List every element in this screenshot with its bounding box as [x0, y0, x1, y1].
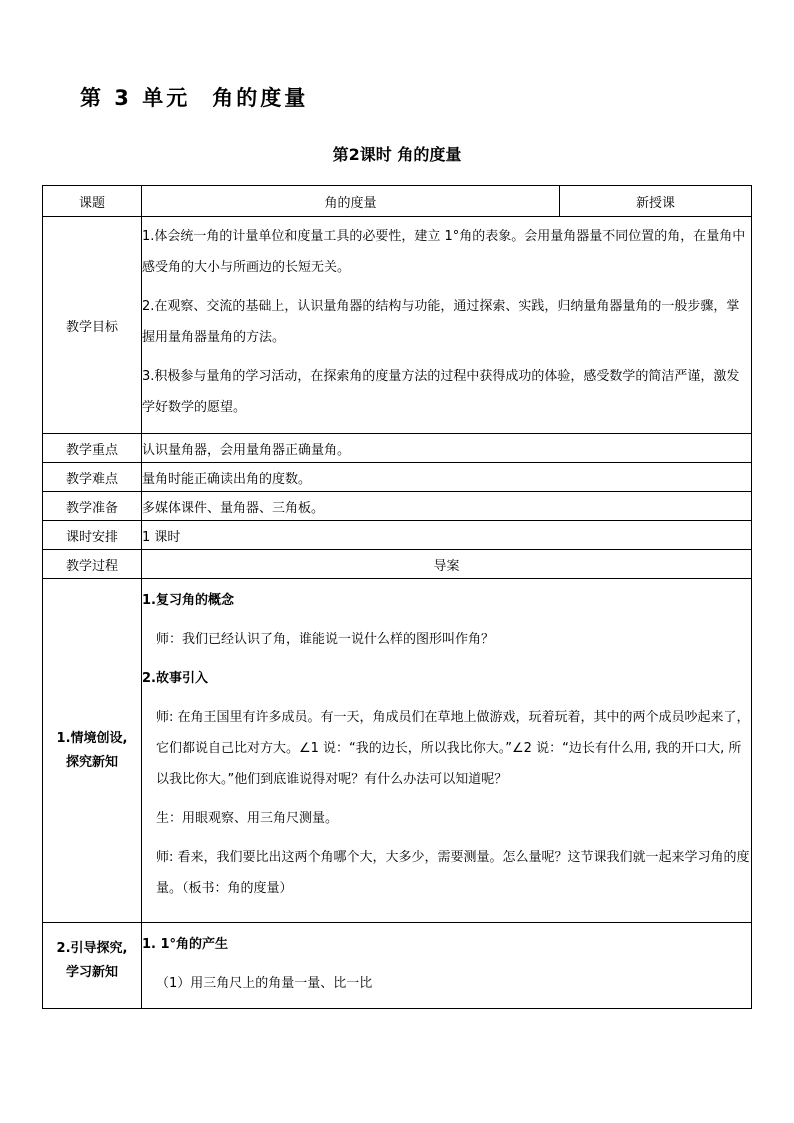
goal-3: 3.积极参与量角的学习活动，在探索角的度量方法的过程中获得成功的体验，感受数学的简洁严谨，激发学好数学的愿望。 [142, 369, 740, 415]
key-value: 认识量角器，会用量角器正确量角。 [142, 434, 752, 463]
topic-row [43, 186, 752, 217]
prep-label: 教学准备 [43, 492, 142, 521]
prep-row [43, 492, 752, 521]
section1-item-3: 2.故事引入 [142, 671, 208, 686]
unit-number: 第 3 单元 [80, 86, 191, 110]
section2-item-1: 1. 1°角的产生 [142, 937, 229, 952]
goals-label: 教学目标 [43, 217, 142, 434]
section1-label-line1: 1.情境创设, [56, 730, 128, 746]
topic-label: 课题 [43, 186, 142, 217]
lesson-title: 第2课时 角的度量 [332, 145, 462, 164]
section1-item-5: 生：用眼观察、用三角尺测量。 [156, 811, 339, 826]
goals-row [43, 217, 752, 434]
key-row [43, 434, 752, 463]
topic-value: 角的度量 [142, 186, 560, 217]
schedule-row [43, 521, 752, 550]
difficulty-value: 量角时能正确读出角的度数。 [142, 463, 752, 492]
section2-label [43, 923, 142, 1009]
lesson-plan-table [42, 185, 752, 1009]
section1-label-line2: 探究新知 [65, 754, 118, 770]
process-header: 导案 [142, 550, 752, 579]
goals-content [142, 217, 752, 434]
section1-item-2: 师：我们已经认识了角，谁能说一说什么样的图形叫作角？ [156, 632, 495, 647]
section1-item-4: 师: 在角王国里有许多成员。有一天，角成员们在草地上做游戏，玩着玩着，其中的两个成员吵起来了，它们都说自己比对方大。∠1 说：“我的边长，所以我比你大。”∠2 说：“边长有什么用, 我的开口大, 所以我比你大。”他们到底谁说得对呢？有什么办法可以知道呢？ [156, 710, 750, 787]
difficulty-label: 教学难点 [43, 463, 142, 492]
process-label: 教学过程 [43, 550, 142, 579]
section1-item-1: 1.复习角的概念 [142, 593, 234, 608]
section1-item-6: 师: 看来，我们要比出这两个角哪个大，大多少，需要测量。怎么量呢？这节课我们就一起来学习角的度量。（板书：角的度量） [156, 850, 750, 896]
unit-title [80, 82, 308, 112]
lesson-type: 新授课 [560, 186, 752, 217]
section1-row [43, 579, 752, 923]
goal-2: 2.在观察、交流的基础上，认识量角器的结构与功能，通过探索、实践，归纳量角器量角的一般步骤，掌握用量角器量角的方法。 [142, 299, 740, 345]
section2-label-line2: 学习新知 [65, 965, 118, 980]
key-label: 教学重点 [43, 434, 142, 463]
goal-1: 1.体会统一角的计量单位和度量工具的必要性，建立 1°角的表象。会用量角器量不同位置的角，在量角中感受角的大小与所画边的长短无关。 [142, 229, 746, 275]
section2-label-line1: 2.引导探究, [56, 941, 128, 956]
unit-name: 角的度量 [212, 86, 309, 110]
process-header-row [43, 550, 752, 579]
schedule-value: 1 课时 [142, 521, 752, 550]
difficulty-row [43, 463, 752, 492]
schedule-label: 课时安排 [43, 521, 142, 550]
prep-value: 多媒体课件、量角器、三角板。 [142, 492, 752, 521]
section1-content [142, 579, 752, 923]
section2-item-2: （1）用三角尺上的角量一量、比一比 [156, 976, 373, 991]
section1-label [43, 579, 142, 923]
section2-content [142, 923, 752, 1009]
section2-row [43, 923, 752, 1009]
